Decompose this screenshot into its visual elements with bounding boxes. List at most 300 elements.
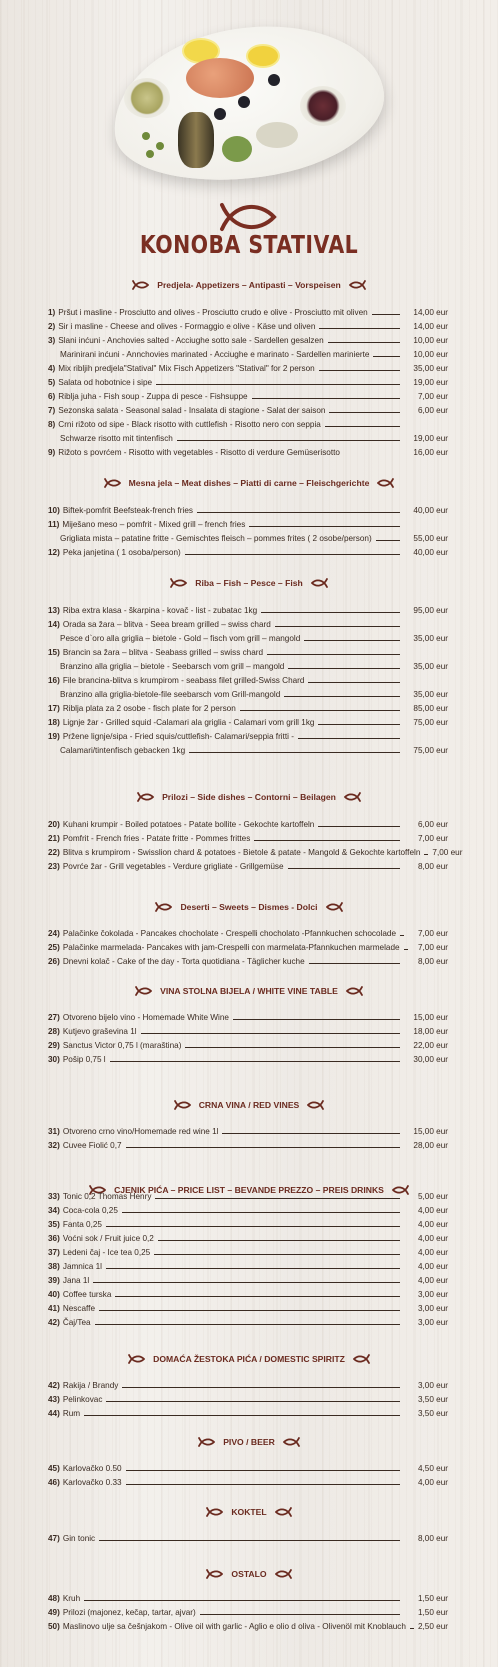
menu-item-price: 35,00 eur: [413, 690, 448, 699]
menu-item-price: 4,00 eur: [417, 1248, 448, 1257]
menu-item-number: 41): [48, 1304, 60, 1313]
menu-item-name: Salata od hobotnice i sipe: [58, 378, 153, 387]
menu-item: [48, 1230, 448, 1244]
dot-leader-line: [329, 412, 400, 413]
dot-leader-line: [93, 1282, 400, 1283]
dot-leader-line: [154, 1254, 400, 1255]
dot-leader-line: [267, 654, 400, 655]
menu-item: [48, 830, 448, 844]
dot-leader-line: [325, 426, 400, 427]
menu-item: [48, 616, 448, 630]
menu-item-name: Peka janjetina ( 1 osoba/person): [62, 548, 181, 557]
menu-item: [48, 502, 448, 516]
menu-item-number: 40): [48, 1290, 60, 1299]
fish-icon: [346, 986, 364, 996]
menu-item-name: Dnevni kolač - Cake of the day - Torta quotidiana - Täglicher kuche: [62, 957, 305, 966]
dot-leader-line: [424, 854, 428, 855]
menu-item-name: Sanctus Victor 0,75 l (maraština): [62, 1041, 182, 1050]
menu-item-price: 18,00 eur: [413, 1027, 448, 1036]
menu-item: [48, 728, 448, 742]
menu-item-number: 29): [48, 1041, 60, 1050]
dot-leader-line: [328, 342, 400, 343]
menu-item-name: Crni rižoto od sipe - Black risotto with cuttlefish - Risotto nero con seppia: [58, 420, 321, 429]
dot-leader-line: [106, 1226, 400, 1227]
menu-item-name: Sir i masline - Cheese and olives - Formaggio e olive - Käse und oliven: [58, 322, 316, 331]
menu-item-price: 4,50 eur: [417, 1464, 448, 1473]
menu-item-number: 31): [48, 1127, 60, 1136]
menu-item: [48, 318, 448, 332]
menu-item-price: 6,00 eur: [417, 820, 448, 829]
menu-item-name: Calamari/tintenfisch gebacken 1kg: [60, 746, 186, 755]
menu-item: [48, 1137, 448, 1151]
menu-item-price: 7,00 eur: [417, 943, 448, 952]
dot-leader-line: [197, 512, 400, 513]
menu-item-price: 55,00 eur: [413, 534, 448, 543]
menu-item-price: 40,00 eur: [413, 506, 448, 515]
menu-item-number: 14): [48, 620, 60, 629]
menu-item-name: Rum: [62, 1409, 81, 1418]
menu-item-price: 10,00 eur: [413, 336, 448, 345]
menu-item-price: 28,00 eur: [413, 1141, 448, 1150]
menu-item-name: Branzino alla griglia – bietole - Seebarsch vom grill – mangold: [60, 662, 285, 671]
fish-icon: [353, 1354, 371, 1364]
dot-leader-line: [288, 668, 400, 669]
section-heading-s7: [0, 1100, 498, 1110]
menu-item-number: 48): [48, 1594, 60, 1603]
section-title: Predjela- Appetizers – Antipasti – Vorspeisen: [157, 280, 341, 290]
fish-icon: [275, 1507, 293, 1517]
menu-item: [48, 858, 448, 872]
menu-item-price: 2,50 eur: [417, 1622, 449, 1631]
menu-item: [48, 388, 448, 402]
dot-leader-line: [106, 1401, 400, 1402]
dot-leader-line: [410, 1628, 414, 1629]
menu-item: [48, 686, 448, 700]
menu-item-price: 8,00 eur: [417, 957, 448, 966]
caper: [156, 142, 164, 150]
section-heading-s11: [0, 1507, 498, 1517]
menu-item-name: Cuvee Fiolić 0,7: [62, 1141, 122, 1150]
menu-item: [48, 1604, 448, 1618]
menu-item-price: 75,00 eur: [413, 718, 448, 727]
dot-leader-line: [298, 738, 400, 739]
fish-icon: [134, 986, 152, 996]
dot-leader-line: [126, 1470, 400, 1471]
section-title: DOMAĆA ŽESTOKA PIĆA / DOMESTIC SPIRITZ: [153, 1354, 345, 1364]
dot-leader-line: [319, 370, 400, 371]
section-title: OSTALO: [231, 1569, 267, 1579]
fish-icon: [275, 1569, 293, 1579]
menu-item-name: Jana 1l: [62, 1276, 90, 1285]
menu-item-name: Pesce d`oro alla griglia – bietole - Gold – fisch vom grill – mangold: [60, 634, 301, 643]
dot-leader-line: [126, 1147, 400, 1148]
dot-leader-line: [222, 1133, 400, 1134]
menu-item-name: Coffee turska: [62, 1290, 112, 1299]
section-title: Deserti – Sweets – Dismes - Dolci: [180, 902, 318, 912]
dot-leader-line: [404, 949, 408, 950]
menu-item-number: 2): [48, 322, 56, 331]
section-heading-s5: [0, 902, 498, 912]
dot-leader-line: [308, 682, 400, 683]
menu-item-number: 34): [48, 1206, 60, 1215]
olive-bowl: [124, 78, 170, 118]
fish-icon: [344, 792, 362, 802]
menu-item: [48, 1460, 448, 1474]
menu-item-number: 39): [48, 1276, 60, 1285]
menu-item: [48, 630, 448, 644]
dot-leader-line: [284, 696, 400, 697]
menu-item-name: Povrće žar - Grill vegetables - Verdure grigliate - Grillgemüse: [62, 862, 284, 871]
menu-item-number: 7): [48, 406, 56, 415]
fish-icon: [326, 902, 344, 912]
section-heading-s1: [0, 280, 498, 290]
fish-icon: [283, 1437, 301, 1447]
menu-item: [48, 1216, 448, 1230]
section-heading-s4: [0, 792, 498, 802]
anchovy-fillets: [178, 112, 214, 168]
menu-item-name: Slani inćuni - Anchovies salted - Acciughe sotto sale - Sardellen gesalzen: [58, 336, 324, 345]
menu-item-name: Branzino alla griglia-bietole-file seebarsch vom Grill-mangold: [60, 690, 281, 699]
fish-icon: [311, 578, 329, 588]
section-title: CRNA VINA / RED VINES: [198, 1100, 300, 1110]
salad-leaf: [222, 136, 252, 162]
menu-item: [48, 714, 448, 728]
menu-item-number: 47): [48, 1534, 60, 1543]
dot-leader-line: [122, 1212, 400, 1213]
menu-item-name: Blitva s krumpirom - Swisslion chard & potatoes - Bietole & patate - Mangold & Gekochte kartoffeln: [62, 848, 421, 857]
dot-leader-line: [189, 752, 400, 753]
dot-leader-line: [95, 1324, 400, 1325]
olive: [214, 108, 226, 120]
menu-item-price: 75,00 eur: [413, 746, 448, 755]
menu-item-name: Prilozi (majonez, kečap, tartar, ajvar): [62, 1608, 196, 1617]
section-title: PIVO / BEER: [223, 1437, 275, 1447]
dot-leader-line: [240, 710, 400, 711]
menu-item-name: Grigliata mista – patatine fritte - Gemischtes fleisch – pommes frites ( 2 osobe/person): [60, 534, 372, 543]
menu-item: [48, 304, 448, 318]
fish-icon: [205, 1507, 223, 1517]
menu-item-name: Brancin sa žara – blitva - Seabass grilled – swiss chard: [62, 648, 264, 657]
dot-leader-line: [372, 314, 400, 315]
menu-item-name: Pršut i masline - Prosciutto and olives - Prosciutto crudo e olive - Prosciutto mit oliven: [58, 308, 368, 317]
menu-item: [48, 1244, 448, 1258]
dot-leader-line: [158, 1240, 400, 1241]
menu-item-number: 43): [48, 1395, 60, 1404]
menu-item: [48, 1377, 448, 1391]
fish-icon: [131, 280, 149, 290]
menu-item: [48, 1123, 448, 1137]
dot-leader-line: [200, 1614, 400, 1615]
dot-leader-line: [318, 826, 400, 827]
menu-item-price: 3,00 eur: [417, 1304, 448, 1313]
section-heading-s2: [0, 478, 498, 488]
menu-item-name: Fanta 0,25: [62, 1220, 102, 1229]
menu-item: [48, 416, 448, 430]
menu-item-name: Rižoto s povrćem - Risotto with vegetables - Risotto di verdure Gemüserisotto: [58, 448, 340, 457]
octopus-bowl: [300, 86, 346, 126]
section-heading-s12: [0, 1569, 498, 1579]
menu-item-number: 1): [48, 308, 56, 317]
menu-item-price: 3,50 eur: [417, 1395, 448, 1404]
menu-item-number: 30): [48, 1055, 60, 1064]
menu-item: [48, 1391, 448, 1405]
dot-leader-line: [177, 440, 400, 441]
menu-item: [48, 346, 448, 360]
section-heading-s3: [0, 578, 498, 588]
fish-icon: [307, 1100, 325, 1110]
menu-item-price: 85,00 eur: [413, 704, 448, 713]
menu-item-number: 32): [48, 1141, 60, 1150]
menu-item-price: 19,00 eur: [413, 378, 448, 387]
cuttlefish: [256, 122, 298, 148]
menu-item: [48, 1272, 448, 1286]
menu-item: [48, 1530, 448, 1544]
fish-icon: [197, 1437, 215, 1447]
menu-item: [48, 925, 448, 939]
fish-icon: [136, 792, 154, 802]
menu-item-number: 26): [48, 957, 60, 966]
menu-item-number: 15): [48, 648, 60, 657]
dot-leader-line: [115, 1296, 400, 1297]
menu-item-number: 37): [48, 1248, 60, 1257]
menu-item-name: Otvoreno crno vino/Homemade red wine 1l: [62, 1127, 219, 1136]
menu-item-number: 36): [48, 1234, 60, 1243]
dot-leader-line: [84, 1600, 400, 1601]
menu-item-name: Coca-cola 0,25: [62, 1206, 118, 1215]
menu-item-price: 1,50 eur: [417, 1594, 448, 1603]
menu-item-number: 50): [48, 1622, 60, 1631]
menu-item-price: 22,00 eur: [413, 1041, 448, 1050]
menu-item-price: 7,00 eur: [417, 834, 448, 843]
menu-item: [48, 1202, 448, 1216]
menu-item-number: 9): [48, 448, 56, 457]
menu-item-number: 38): [48, 1262, 60, 1271]
menu-item-price: 6,00 eur: [417, 406, 448, 415]
dot-leader-line: [233, 1019, 400, 1020]
menu-item-price: 7,00 eur: [417, 392, 448, 401]
fish-icon: [154, 902, 172, 912]
menu-item: [48, 360, 448, 374]
section-title: CJENIK PIĆA – PRICE LIST – BEVANDE PREZZO – PREIS DRINKS: [114, 1185, 384, 1195]
dot-leader-line: [275, 626, 400, 627]
dot-leader-line: [288, 868, 400, 869]
menu-item-number: 11): [48, 520, 60, 529]
menu-item-number: 13): [48, 606, 60, 615]
dot-leader-line: [318, 724, 400, 725]
menu-item-name: Palačinke marmelada- Pancakes with jam-Crespelli con marmelata-Pfannkuchen marmelade: [62, 943, 400, 952]
dot-leader-line: [309, 963, 400, 964]
menu-item-number: 24): [48, 929, 60, 938]
menu-item-price: 3,00 eur: [417, 1381, 448, 1390]
menu-item-price: 35,00 eur: [413, 634, 448, 643]
menu-item-price: 4,00 eur: [417, 1262, 448, 1271]
section-heading-s6: [0, 986, 498, 996]
fish-icon: [349, 280, 367, 290]
fish-icon: [173, 1100, 191, 1110]
menu-item-name: Pomfrit - French fries - Patate fritte - Pommes frittes: [62, 834, 251, 843]
menu-item: [48, 700, 448, 714]
dot-leader-line: [261, 612, 400, 613]
menu-item-name: Ledeni čaj - Ice tea 0,25: [62, 1248, 151, 1257]
menu-item: [48, 939, 448, 953]
menu-item: [48, 1314, 448, 1328]
menu-item-number: 19): [48, 732, 60, 741]
menu-item-price: 4,00 eur: [417, 1478, 448, 1487]
menu-item-number: 35): [48, 1220, 60, 1229]
menu-item-price: 1,50 eur: [417, 1608, 448, 1617]
menu-item-name: Pošip 0,75 l: [62, 1055, 106, 1064]
fish-icon: [169, 578, 187, 588]
restaurant-name: KONOBA STATIVAL: [139, 230, 359, 259]
menu-item: [48, 1258, 448, 1272]
menu-item-price: 19,00 eur: [413, 434, 448, 443]
menu-item: [48, 1051, 448, 1065]
fish-icon: [377, 478, 395, 488]
menu-item-name: Lignje žar - Grilled squid -Calamari ala griglia - Calamari vom grill 1kg: [62, 718, 315, 727]
menu-item: [48, 1009, 448, 1023]
dot-leader-line: [373, 356, 400, 357]
menu-item: [48, 530, 448, 544]
fish-icon: [127, 1354, 145, 1364]
menu-item-number: 42): [48, 1381, 60, 1390]
section-title: Riba – Fish – Pesce – Fish: [195, 578, 303, 588]
section-title: KOKTEL: [231, 1507, 267, 1517]
menu-item-price: 7,00 eur: [417, 929, 448, 938]
section-heading-s9: [0, 1354, 498, 1364]
menu-item-number: 21): [48, 834, 60, 843]
menu-item-name: Maslinovo ulje sa češnjakom - Olive oil with garlic - Aglio e olio d oliva - Olivenöl mit Knoblauch: [62, 1622, 406, 1631]
restaurant-logo: [0, 200, 498, 259]
menu-item: [48, 953, 448, 967]
dot-leader-line: [122, 1387, 400, 1388]
menu-item-price: 95,00 eur: [413, 606, 448, 615]
menu-item-name: Schwarze risotto mit tintenfisch: [60, 434, 173, 443]
lemon-slice: [246, 44, 280, 68]
dot-leader-line: [84, 1415, 400, 1416]
menu-item-name: Riba extra klasa - škarpina - kovač - list - zubatac 1kg: [62, 606, 258, 615]
menu-item-name: Marinirani inćuni - Annchovies marinated - Acciughe e marinato - Sardellen marinierte: [60, 350, 370, 359]
menu-item-name: Nescaffe: [62, 1304, 96, 1313]
menu-item-name: Kutjevo graševina 1l: [62, 1027, 137, 1036]
dot-leader-line: [155, 1198, 400, 1199]
menu-item: [48, 844, 463, 858]
menu-item: [48, 1405, 448, 1419]
dot-leader-line: [185, 1047, 400, 1048]
dot-leader-line: [376, 540, 400, 541]
menu-item-price: 7,00 eur: [432, 848, 463, 857]
menu-item-price: 3,00 eur: [417, 1290, 448, 1299]
menu-item-number: 45): [48, 1464, 60, 1473]
menu-item-number: 49): [48, 1608, 60, 1617]
menu-item-name: Čaj/Tea: [62, 1318, 91, 1327]
menu-item-name: Jamnica 1l: [62, 1262, 102, 1271]
menu-item-name: Kruh: [62, 1594, 81, 1603]
dot-leader-line: [400, 935, 404, 936]
menu-item-name: Riblja plata za 2 osobe - fisch plate for 2 person: [62, 704, 236, 713]
menu-item: [48, 1188, 448, 1202]
menu-item: [48, 1037, 448, 1051]
menu-item-number: 18): [48, 718, 60, 727]
fish-icon: [103, 478, 121, 488]
dot-leader-line: [156, 384, 400, 385]
menu-item: [48, 742, 448, 756]
olive: [268, 74, 280, 86]
dot-leader-line: [254, 840, 400, 841]
menu-item: [48, 602, 448, 616]
menu-item-number: 10): [48, 506, 60, 515]
menu-item-number: 27): [48, 1013, 60, 1022]
menu-item-price: 16,00 eur: [413, 448, 448, 457]
dot-leader-line: [126, 1484, 400, 1485]
menu-item: [48, 430, 448, 444]
dot-leader-line: [106, 1268, 400, 1269]
menu-item: [48, 1286, 448, 1300]
menu-item-name: Palačinke čokolada - Pancakes chocholate - Crespelli chocholato -Pfannkuchen schocolade: [62, 929, 397, 938]
menu-item-name: Miješano meso – pomfrit - Mixed grill – french fries: [62, 520, 246, 529]
menu-item-name: Karlovačko 0.50: [62, 1464, 122, 1473]
menu-item-name: Rakija / Brandy: [62, 1381, 119, 1390]
menu-item: [48, 544, 448, 558]
menu-item-number: 6): [48, 392, 56, 401]
menu-item-name: Kuhani krumpir - Boiled potatoes - Patate bollite - Gekochte kartoffeln: [62, 820, 315, 829]
menu-item: [48, 516, 448, 530]
menu-item: [48, 816, 448, 830]
section-heading-s10: [0, 1437, 498, 1447]
section-title: VINA STOLNA BIJELA / WHITE VINE TABLE: [160, 986, 338, 996]
menu-item: [48, 1590, 448, 1604]
dot-leader-line: [141, 1033, 400, 1034]
menu-item-number: 28): [48, 1027, 60, 1036]
menu-item-name: Gin tonic: [62, 1534, 96, 1543]
dot-leader-line: [319, 328, 400, 329]
dot-leader-line: [304, 640, 400, 641]
menu-item-price: 15,00 eur: [413, 1127, 448, 1136]
menu-item: [48, 444, 448, 458]
menu-item: [48, 1618, 448, 1632]
menu-item: [48, 1300, 448, 1314]
dot-leader-line: [99, 1310, 400, 1311]
menu-item-price: 10,00 eur: [413, 350, 448, 359]
menu-item-number: 42): [48, 1318, 60, 1327]
menu-item-number: 3): [48, 336, 56, 345]
menu-item-price: 35,00 eur: [413, 364, 448, 373]
dot-leader-line: [249, 526, 400, 527]
menu-item: [48, 332, 448, 346]
menu-item-number: 16): [48, 676, 60, 685]
menu-item-price: 14,00 eur: [413, 308, 448, 317]
menu-item: [48, 672, 448, 686]
section-title: Prilozi – Side dishes – Contorni – Beilagen: [162, 792, 336, 802]
menu-item-name: Sezonska salata - Seasonal salad - Insalata di stagione - Salat der saison: [58, 406, 326, 415]
menu-item-name: Otvoreno bijelo vino - Homemade White Wine: [62, 1013, 229, 1022]
menu-item-number: 33): [48, 1192, 60, 1201]
menu-item-number: 8): [48, 420, 56, 429]
menu-item: [48, 374, 448, 388]
menu-item-price: 35,00 eur: [413, 662, 448, 671]
menu-item: [48, 402, 448, 416]
fish-icon: [216, 200, 282, 234]
menu-item-price: 3,00 eur: [417, 1318, 448, 1327]
dot-leader-line: [110, 1061, 400, 1062]
menu-item-number: 4): [48, 364, 56, 373]
caper: [142, 132, 150, 140]
menu-item-name: Mix ribljih predjela"Statival" Mix Fisch Appetizers "Statival" for 2 person: [58, 364, 315, 373]
dot-leader-line: [99, 1540, 400, 1541]
menu-item-number: 44): [48, 1409, 60, 1418]
menu-item-number: 23): [48, 862, 60, 871]
menu-item: [48, 1023, 448, 1037]
menu-item-name: Orada sa žara – blitva - Seea bream grilled – swiss chard: [62, 620, 271, 629]
